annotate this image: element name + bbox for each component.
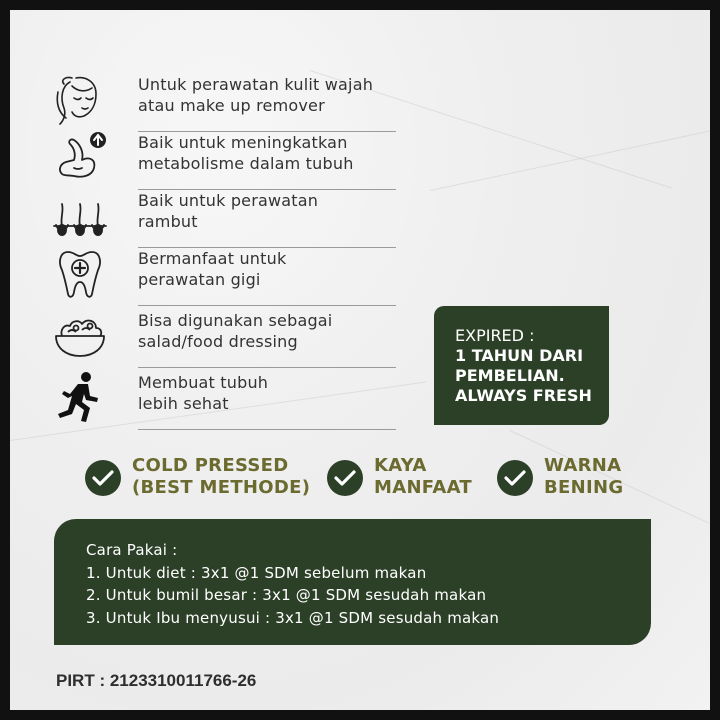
expiry-label: EXPIRED : <box>455 326 535 345</box>
badge-text-line: (BEST METHODE) <box>132 477 311 498</box>
marble-vein <box>430 128 710 191</box>
benefit-item-teeth <box>10 244 410 304</box>
benefit-item-metabolism <box>10 128 410 188</box>
usage-step: 1. Untuk diet : 3x1 @1 SDM sebelum makan <box>86 563 427 582</box>
expiry-line: 1 TAHUN DARI <box>455 346 584 365</box>
benefit-text-line: atau make up remover <box>138 96 325 115</box>
badge-text-line: COLD PRESSED <box>132 455 289 476</box>
benefit-text-line: perawatan gigi <box>138 270 261 289</box>
benefit-text-line: lebih sehat <box>138 394 229 413</box>
benefit-text-line: metabolisme dalam tubuh <box>138 154 354 173</box>
usage-instructions-panel <box>54 519 651 645</box>
product-info-card <box>10 10 710 710</box>
usage-step: 3. Untuk Ibu menyusui : 3x1 @1 SDM sesudah makan <box>86 608 500 627</box>
benefit-text-line: Untuk perawatan kulit wajah <box>138 75 374 94</box>
expiry-line: PEMBELIAN. <box>455 366 565 385</box>
salad-bowl-icon <box>52 308 108 364</box>
badge-text-line: MANFAAT <box>374 477 472 498</box>
benefit-item-health <box>10 368 410 428</box>
pirt-number: PIRT : 2123310011766-26 <box>56 671 257 690</box>
benefit-item-hair <box>10 186 410 246</box>
usage-step: 2. Untuk bumil besar : 3x1 @1 SDM sesudah makan <box>86 586 487 604</box>
tooth-icon <box>52 246 108 302</box>
benefit-text-line: Baik untuk meningkatkan <box>138 133 348 152</box>
benefit-item-salad <box>10 306 410 366</box>
badge-text-line: BENING <box>544 477 624 498</box>
muscle-arm-icon <box>52 130 108 186</box>
check-circle-icon <box>84 459 122 497</box>
expiry-line: ALWAYS FRESH <box>455 386 592 405</box>
check-circle-icon <box>326 459 364 497</box>
check-circle-icon <box>496 459 534 497</box>
badge-text-line: KAYA <box>374 455 427 476</box>
badge-text-line: WARNA <box>544 455 622 476</box>
benefit-text-line: Baik untuk perawatan <box>138 191 319 210</box>
benefit-text-line: Bermanfaat untuk <box>138 249 287 268</box>
divider <box>138 429 396 430</box>
hair-follicle-icon <box>52 188 108 244</box>
benefit-text-line: Membuat tubuh <box>138 373 269 392</box>
benefit-item-skin <box>10 70 410 130</box>
benefit-text-line: salad/food dressing <box>138 332 298 351</box>
benefit-text-line: Bisa digunakan sebagai <box>138 311 333 330</box>
runner-icon <box>52 370 108 426</box>
expiry-panel <box>434 306 609 425</box>
face-icon <box>52 72 108 128</box>
usage-title: Cara Pakai : <box>86 541 178 559</box>
benefit-text-line: rambut <box>138 212 198 231</box>
